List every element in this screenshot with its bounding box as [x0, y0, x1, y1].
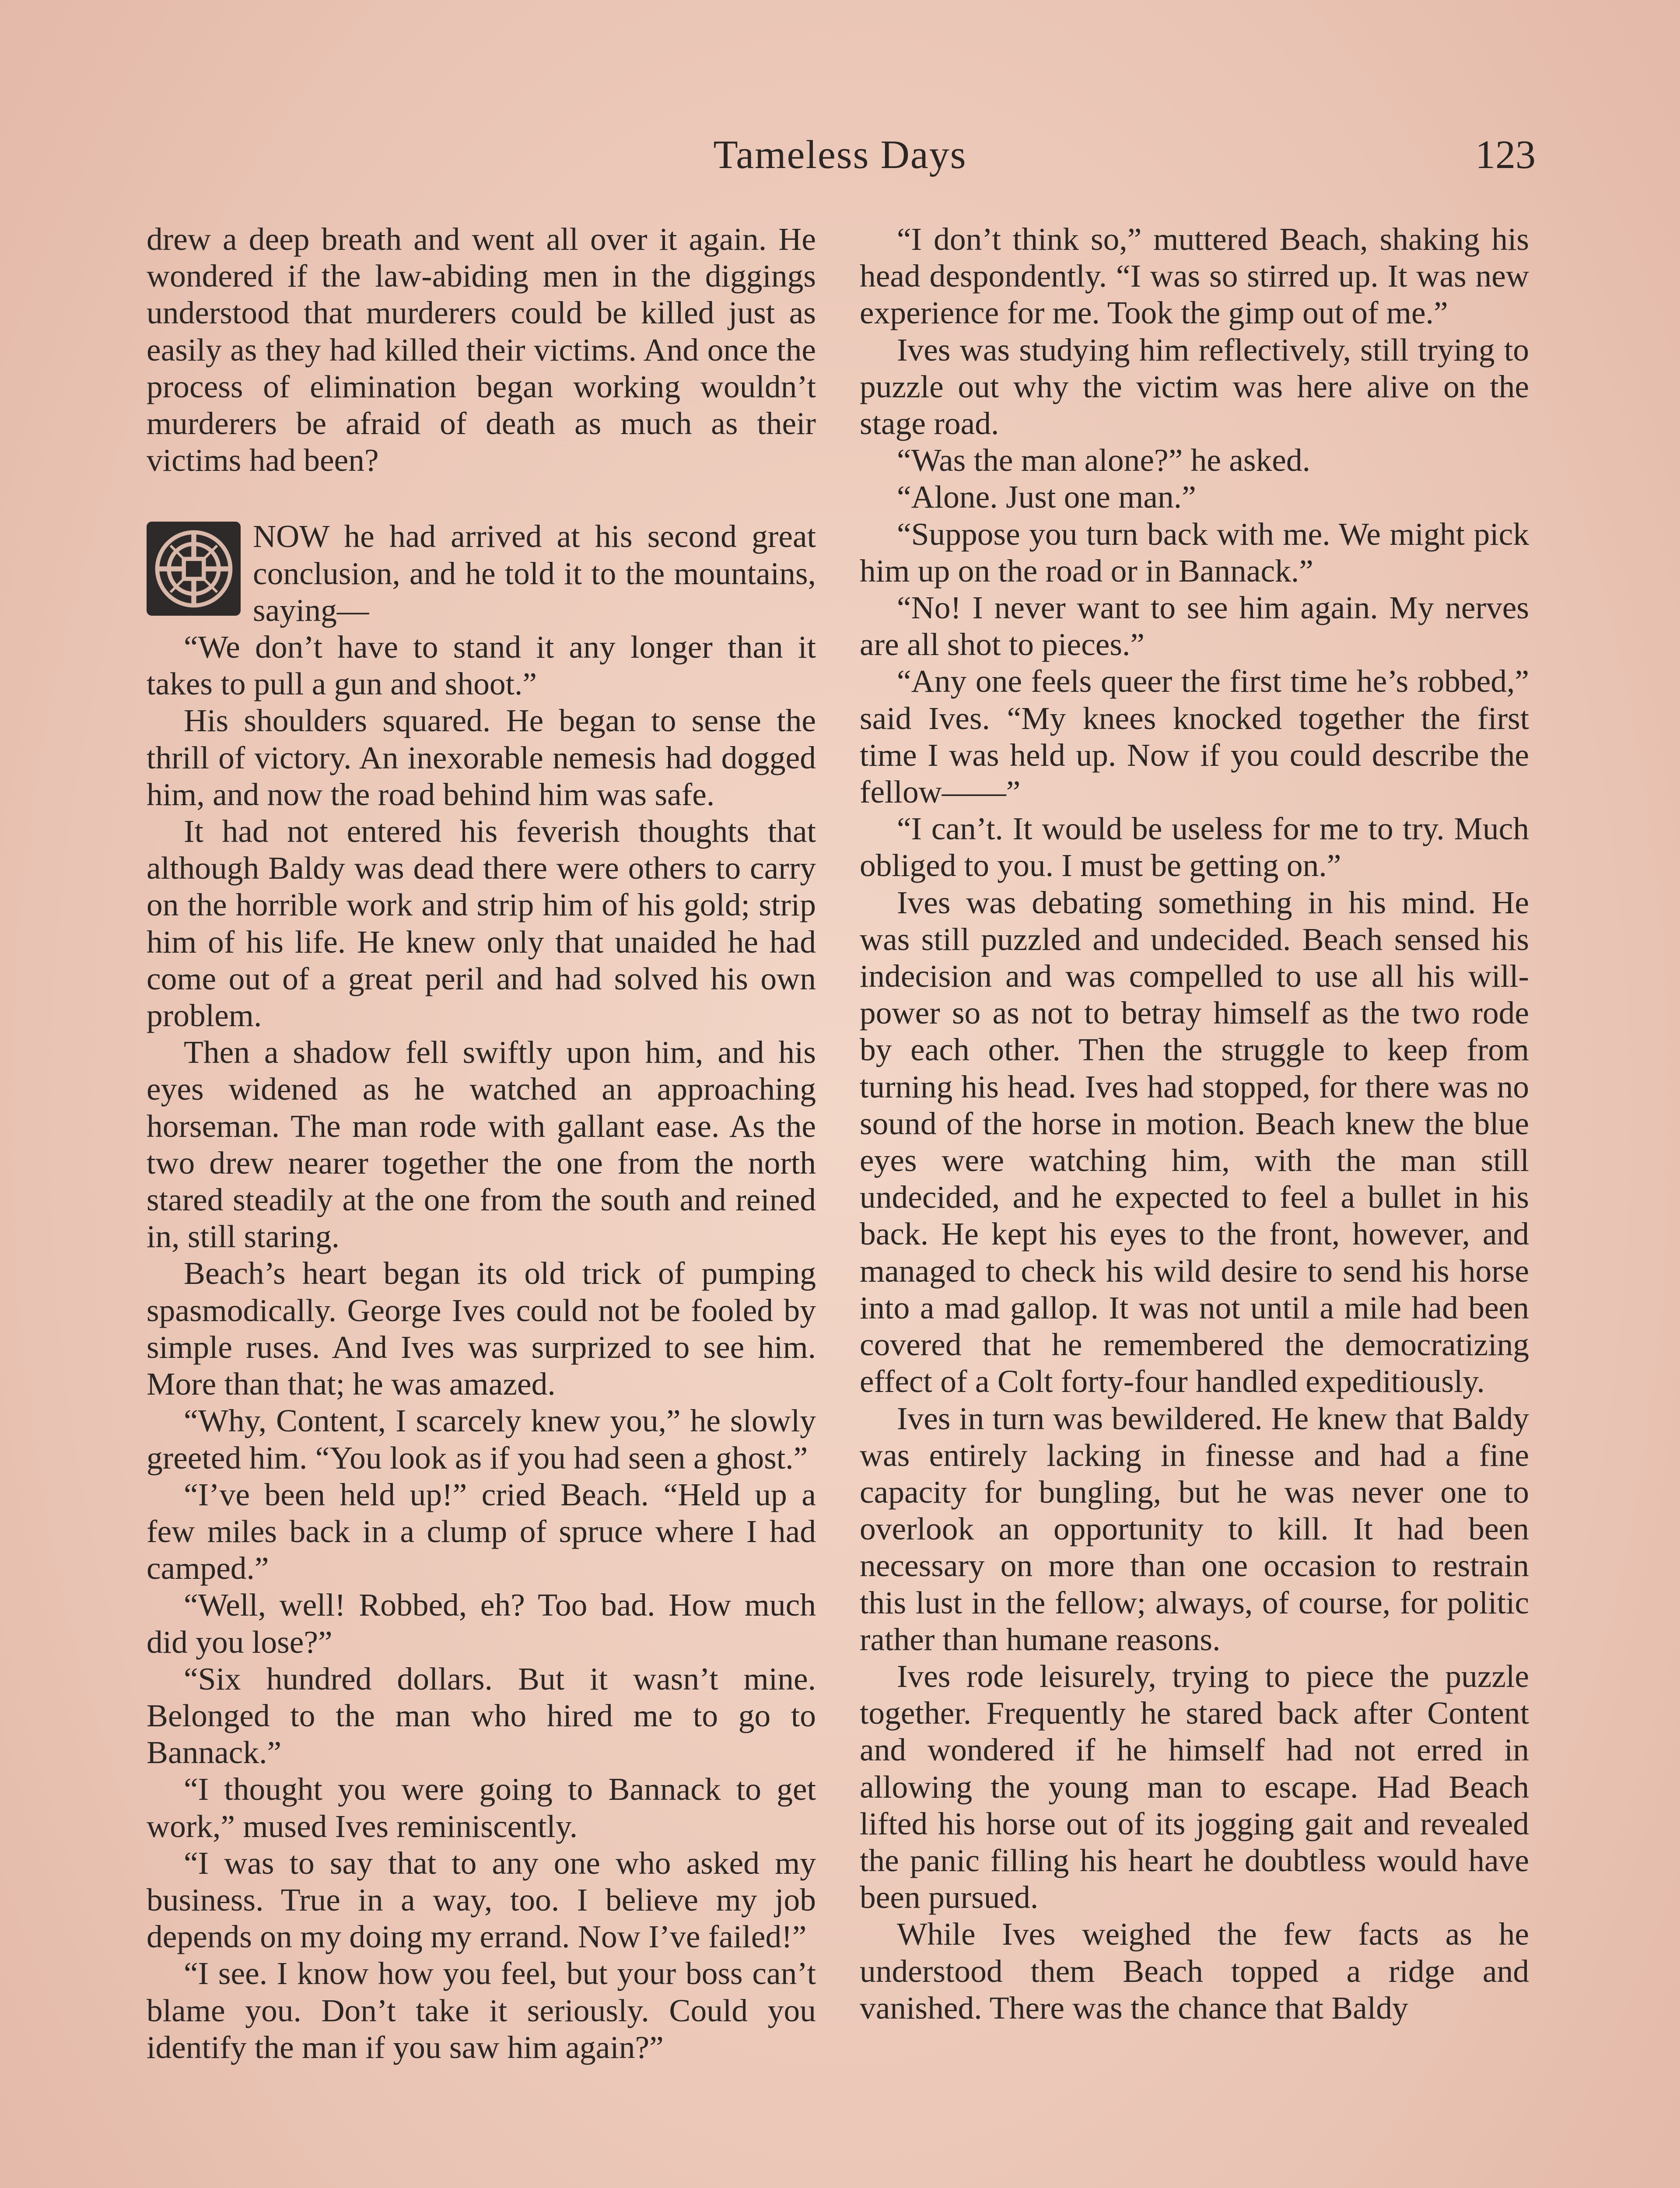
paragraph: “I can’t. It would be useless for me to try. Much obliged to you. I must be getting on.”: [860, 811, 1529, 884]
dropcap-section: [147, 518, 816, 629]
right-column: [860, 221, 1529, 2188]
ornamental-initial-icon: [147, 522, 241, 616]
paragraph-dropcap: NOW he had arrived at his second great conclusion, and he told it to the mountains, saying—: [253, 519, 816, 628]
paragraph: “Was the man alone?” he asked.: [897, 442, 1311, 478]
paragraph: Ives was debating something in his mind. He was still puzzled and undecided. Beach sensed his indecision and was compelled to use all his will-power so as not to betray himself as the two rode by each other. Then the struggle to keep from turning his head. Ives had stopped, for there was no sound of the horse in motion. Beach knew the blue eyes were watching him, with the man still undecided, and he expected to feel a bullet in his back. He kept his eyes to the front, however, and managed to check his wild desire to send his horse into a mad gallop. It was not until a mile had been covered that he remembered the democratizing effect of a Colt forty-four handled expeditiously.: [860, 884, 1529, 1399]
paragraph: Ives was studying him reflectively, still trying to puzzle out why the victim was here alive on the stage road.: [860, 332, 1529, 442]
paragraph: Ives in turn was bewildered. He knew that Baldy was entirely lacking in finesse and had a fine capacity for bungling, but he was never one to overlook an opportunity to kill. It had been necessary on more than one occasion to restrain this lust in the fellow; always, of course, for politic rather than humane reasons.: [860, 1400, 1529, 1657]
paragraph: “We don’t have to stand it any longer than it takes to pull a gun and shoot.”: [147, 629, 816, 702]
paragraph: drew a deep breath and went all over it again. He wondered if the law-abiding men in the diggings understood that murderers could be killed just as easily as they had killed their victims. And once the process of elimination began working wouldn’t murderers be afraid of death as much as their victims had been?: [147, 221, 816, 478]
running-title: Tameless Days: [713, 132, 967, 177]
paragraph: His shoulders squared. He began to sense the thrill of victory. An inexorable nemesis had dogged him, and now the road behind him was safe.: [147, 703, 816, 812]
text-columns: [147, 221, 1529, 2188]
paragraph: “Why, Content, I scarcely knew you,” he slowly greeted him. “You look as if you had seen a ghost.”: [147, 1403, 816, 1476]
paragraph: “Alone. Just one man.”: [897, 479, 1196, 515]
paragraph: “I don’t think so,” muttered Beach, shaking his head despondently. “I was so stirred up. It was new experience for me. Took the gimp out of me.”: [860, 221, 1529, 331]
paragraph: It had not entered his feverish thoughts that although Baldy was dead there were others to carry on the horrible work and strip him of his gold; strip him of his life. He knew only that unaided he had come out of a great peril and had solved his own problem.: [147, 813, 816, 1034]
paragraph: Beach’s heart began its old trick of pumping spasmodically. George Ives could not be fooled by simple ruses. And Ives was surprized to see him. More than that; he was amazed.: [147, 1255, 816, 1402]
paragraph: “Well, well! Robbed, eh? Too bad. How much did you lose?”: [147, 1587, 816, 1660]
page-header: [144, 131, 1536, 188]
left-column: [147, 221, 816, 2188]
paragraph: “I see. I know how you feel, but your boss can’t blame you. Don’t take it seriously. Could you identify the man if you saw him again?”: [147, 1956, 816, 2065]
paragraph: “I thought you were going to Bannack to get work,” mused Ives reminiscently.: [147, 1771, 816, 1844]
paragraph: “No! I never want to see him again. My nerves are all shot to pieces.”: [860, 590, 1529, 663]
paragraph: “Six hundred dollars. But it wasn’t mine. Belonged to the man who hired me to go to Bannack.”: [147, 1661, 816, 1771]
paragraph: “I was to say that to any one who asked my business. True in a way, too. I believe my job depends on my doing my errand. Now I’ve failed!”: [147, 1845, 816, 1955]
paragraph: “I’ve been held up!” cried Beach. “Held up a few miles back in a clump of spruce where I had camped.”: [147, 1476, 816, 1586]
paragraph: Then a shadow fell swiftly upon him, and his eyes widened as he watched an approaching horseman. The man rode with gallant ease. As the two drew nearer together the one from the north stared steadily at the one from the south and reined in, still staring.: [147, 1034, 816, 1255]
paragraph: “Suppose you turn back with me. We might pick him up on the road or in Bannack.”: [860, 516, 1529, 589]
paragraph: “Any one feels queer the first time he’s robbed,” said Ives. “My knees knocked together the first time I was held up. Now if you could describe the fellow——”: [860, 663, 1529, 810]
paragraph: While Ives weighed the few facts as he understood them Beach topped a ridge and vanished. There was the chance that Baldy: [860, 1916, 1529, 2026]
page-number: 123: [1475, 132, 1536, 177]
paragraph: Ives rode leisurely, trying to piece the puzzle together. Frequently he stared back after Content and wondered if he himself had not erred in allowing the young man to escape. Had Beach lifted his horse out of its jogging gait and revealed the panic filling his heart he doubtless would have been pursued.: [860, 1658, 1529, 1915]
